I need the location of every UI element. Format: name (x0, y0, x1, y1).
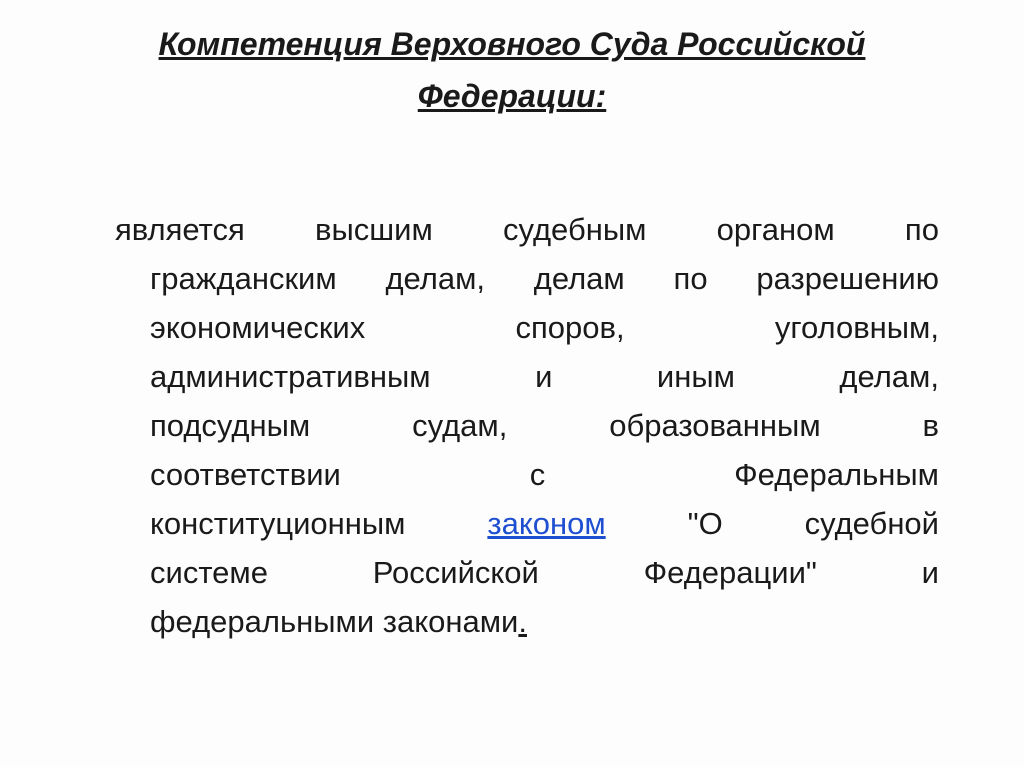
word: высшим (315, 212, 433, 247)
word: Федеральным (734, 457, 939, 492)
word-group: федеральными законами (150, 604, 519, 639)
law-link[interactable]: законом (487, 506, 606, 541)
word: конституционным (150, 506, 406, 541)
paragraph-line-5 (150, 401, 939, 450)
word: Федерации" (643, 555, 817, 590)
word: уголовным, (774, 310, 939, 345)
paragraph-line-4 (150, 352, 939, 401)
word: споров, (515, 310, 625, 345)
word: делам, (385, 261, 486, 296)
word: является (115, 212, 245, 247)
word: с (529, 457, 546, 492)
word: системе (150, 555, 268, 590)
title-line-1: Компетенция Верховного Суда Российской (158, 26, 866, 62)
word: гражданским (150, 261, 337, 296)
word: по (904, 212, 939, 247)
word: судам, (412, 408, 508, 443)
word: экономических (150, 310, 366, 345)
slide-title (0, 18, 1024, 122)
word: соответствии (150, 457, 341, 492)
word: и (921, 555, 939, 590)
word: органом (716, 212, 835, 247)
word: делам, (839, 359, 939, 394)
word: судебным (503, 212, 647, 247)
paragraph-line-7 (150, 499, 939, 548)
paragraph-line-6 (150, 450, 939, 499)
title-line-2: Федерации: (417, 78, 607, 114)
final-period: . (518, 604, 527, 639)
word: "О (687, 506, 723, 541)
word: разрешению (756, 261, 939, 296)
word: делам (533, 261, 625, 296)
paragraph-line-8 (150, 548, 939, 597)
word: и (535, 359, 553, 394)
word: судебной (804, 506, 939, 541)
paragraph-line-2 (150, 254, 939, 303)
paragraph-line-1 (115, 205, 939, 254)
word: подсудным (150, 408, 311, 443)
word: Российской (372, 555, 539, 590)
word: по (673, 261, 708, 296)
paragraph-line-3 (150, 303, 939, 352)
word: административным (150, 359, 431, 394)
word: в (922, 408, 939, 443)
word: иным (656, 359, 735, 394)
paragraph-line-9 (150, 597, 939, 646)
word: образованным (609, 408, 821, 443)
